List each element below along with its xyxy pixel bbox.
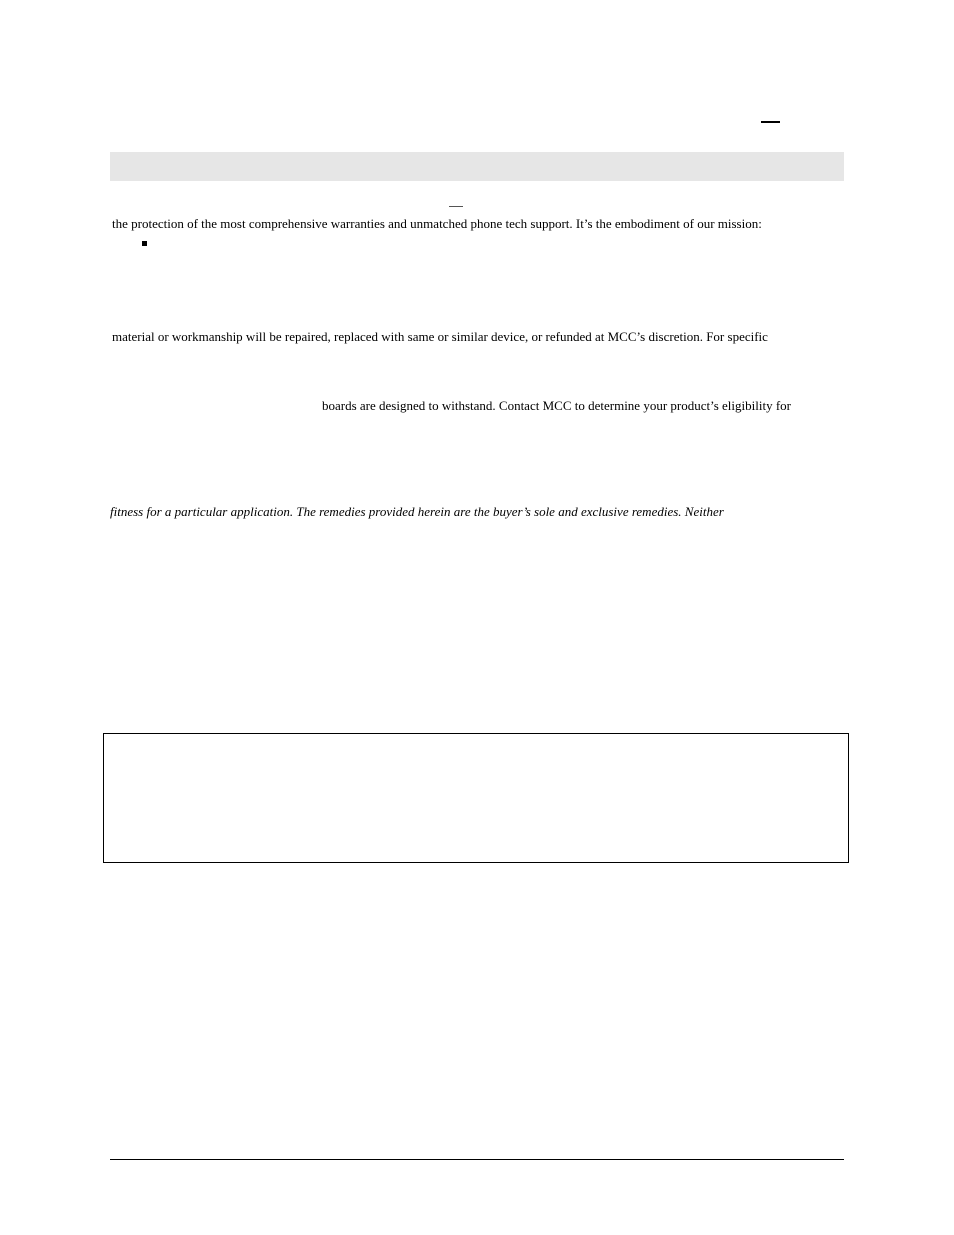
warranty-text-line: the protection of the most comprehensive warranties and unmatched phone tech support. It’s the embodiment of our mission:: [112, 216, 762, 231]
header-dash: [761, 121, 780, 123]
warranty-text-line: boards are designed to withstand. Contact MCC to determine your product’s eligibility for: [322, 398, 791, 413]
section-header-bar: [110, 152, 844, 181]
em-dash-fragment: [449, 206, 463, 207]
footer-rule: [110, 1159, 844, 1160]
bullet-marker: [142, 241, 147, 246]
warranty-text-line: material or workmanship will be repaired, replaced with same or similar device, or refunded at MCC’s discretion. For specific: [112, 329, 768, 344]
disclaimer-text-line: fitness for a particular application. The remedies provided herein are the buyer’s sole and exclusive remedies. Neither: [110, 504, 724, 519]
notice-box: [103, 733, 849, 863]
